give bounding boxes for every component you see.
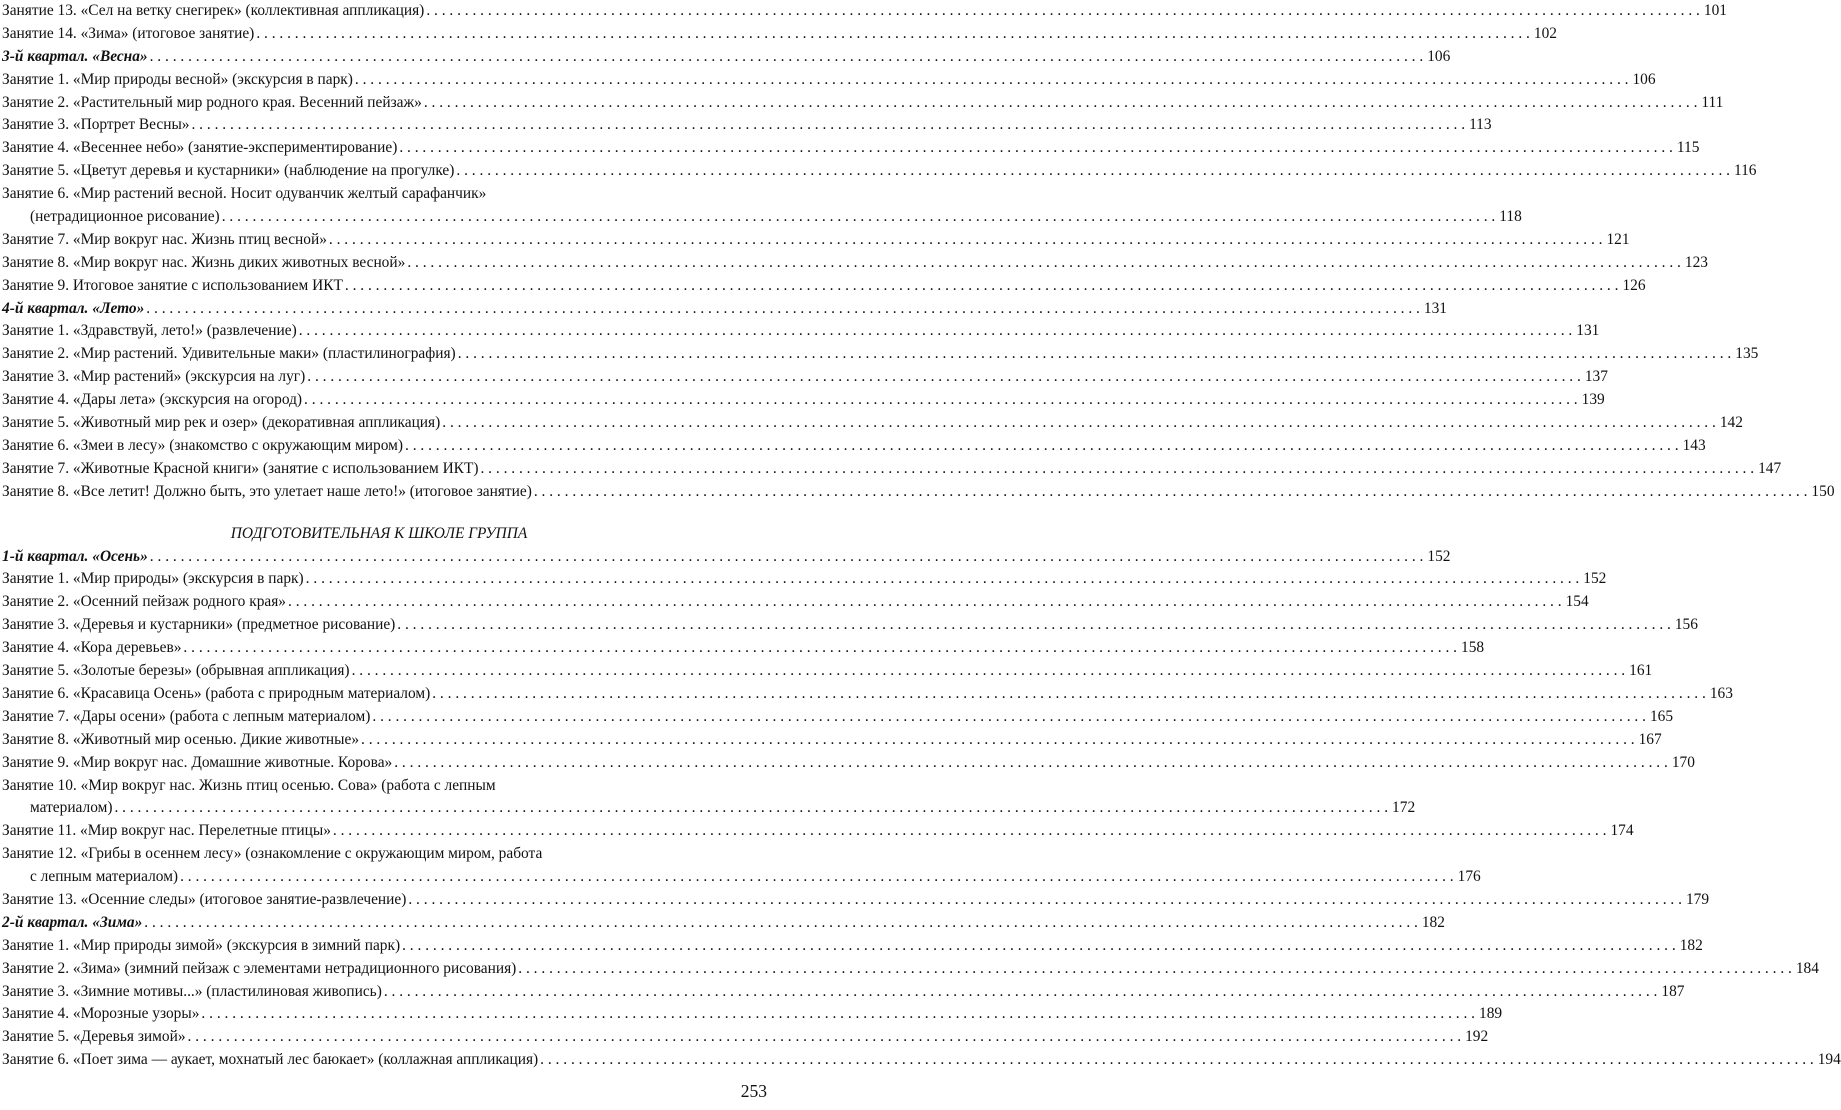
dot-leader [430,683,1708,706]
toc-entry-title: Занятие 12. «Грибы в осеннем лесу» (ознакомление с окружающим миром, работа [2,845,543,863]
toc-entry-page: 152 [1583,570,1607,588]
toc-entry [2,389,1605,412]
toc-entry-page: 139 [1581,391,1605,409]
dot-leader [220,206,1498,229]
toc-entry [2,1026,1489,1049]
toc-entry [2,69,1656,92]
toc-entry [2,706,1674,729]
toc-entry [2,92,1724,115]
toc-entry-page: 142 [1719,414,1743,432]
toc-entry [2,729,1662,752]
dot-leader [254,23,1532,46]
toc-entry-page: 123 [1684,253,1708,271]
toc-entry [2,481,1835,504]
toc-entry-title: Занятие 9. «Мир вокруг нас. Домашние животные. Корова» [2,753,393,771]
table-of-contents [2,0,1841,1072]
dot-leader [327,229,1605,252]
dot-leader [112,797,1390,820]
toc-entry-title: Занятие 5. «Золотые березы» (обрывная аппликация) [2,662,350,680]
toc-entry-page: 182 [1679,936,1703,954]
toc-entry [2,1049,1841,1072]
toc-entry-page: 156 [1674,616,1698,634]
toc-entry [2,775,756,798]
dot-leader [305,366,1583,389]
dot-leader [370,706,1648,729]
dot-leader [189,114,1467,137]
toc-entry-page: 158 [1461,639,1485,657]
toc-entry-title: Занятие 1. «Мир природы весной» (экскурсия в парк) [2,70,353,88]
dot-leader [302,389,1580,412]
toc-entry-title: Занятие 2. «Зима» (зимний пейзаж с элементами нетрадиционного рисования) [2,959,517,977]
toc-entry-title: Занятие 3. «Мир растений» (экскурсия на луг) [2,368,306,386]
toc-entry-title: Занятие 4. «Морозные узоры» [2,1005,200,1023]
dot-leader [395,614,1673,637]
toc-entry [2,206,1522,229]
toc-entry-page: 147 [1758,459,1782,477]
dot-leader [532,481,1810,504]
toc-entry-page: 172 [1392,799,1416,817]
toc-entry [2,0,1727,23]
toc-entry [2,889,1710,912]
page-number: 253 [740,1081,767,1101]
toc-entry-page: 192 [1465,1028,1489,1046]
toc-entry-title: Занятие 4. «Дары лета» (экскурсия на огород) [2,391,303,409]
toc-entry-title: Занятие 1. «Мир природы зимой» (экскурсия в зимний парк) [2,936,401,954]
toc-entry [2,320,1600,343]
toc-entry-title: Занятие 5. «Животный мир рек и озер» (декоративная аппликация) [2,414,441,432]
toc-entry-title: Занятие 3. «Деревья и кустарники» (предметное рисование) [2,616,396,634]
dot-leader [538,1049,1816,1072]
dot-leader [516,958,1794,981]
toc-entry [2,843,756,866]
toc-entry-title: Занятие 14. «Зима» (итоговое занятие) [2,24,255,42]
toc-entry-title: Занятие 13. «Сел на ветку снегирек» (коллективная аппликация) [2,2,425,19]
toc-entry [2,866,1481,889]
toc-entry [2,797,1416,820]
toc-entry-title: Занятие 8. «Мир вокруг нас. Жизнь диких животных весной» [2,253,406,271]
toc-entry-page: 111 [1701,93,1724,111]
toc-entry-title: Занятие 13. «Осенние следы» (итоговое занятие-развлечение) [2,890,407,908]
toc-entry-page: 187 [1661,982,1685,1000]
dot-leader [359,729,1637,752]
toc-entry-page: 161 [1629,662,1653,680]
toc-entry-page: 121 [1606,230,1630,248]
toc-entry [2,412,1743,435]
dot-leader [297,320,1575,343]
toc-entry-page: 106 [1632,70,1656,88]
dot-leader [397,137,1675,160]
toc-entry [2,252,1708,275]
toc-entry [2,820,1634,843]
toc-entry-page: 163 [1709,684,1733,702]
toc-entry-title: 3-й квартал. «Весна» [2,47,148,65]
toc-section-top [2,0,1835,504]
toc-entry-title: Занятие 6. «Мир растений весной. Носит одуванчик желтый сарафанчик» [2,185,487,203]
toc-entry-page: 143 [1682,436,1706,454]
toc-entry-title: Занятие 7. «Животные Красной книги» (занятие с использованием ИКТ) [2,459,479,477]
dot-leader [456,343,1734,366]
toc-entry [2,229,1630,252]
dot-leader [142,912,1420,935]
toc-entry-title: Занятие 1. «Мир природы» (экскурсия в парк) [2,570,304,588]
toc-entry [2,366,1608,389]
toc-entry-page: 179 [1685,890,1710,908]
dot-leader [343,275,1621,298]
dot-leader [148,546,1426,569]
toc-entry-title: 2-й квартал. «Зима» [2,913,143,931]
toc-entry-page: 115 [1676,139,1700,157]
toc-entry-page: 126 [1622,276,1646,294]
toc-entry-title: Занятие 2. «Осенний пейзаж родного края» [2,593,286,611]
toc-entry [2,458,1782,481]
toc-entry [2,752,1695,775]
toc-entry [2,568,1607,591]
dot-leader [304,568,1582,591]
toc-entry [2,591,1589,614]
toc-quarter-heading [2,546,1451,569]
dot-leader [440,412,1718,435]
toc-entry-title: (нетрадиционное рисование) [30,208,220,226]
dot-leader [331,820,1609,843]
toc-entry-title: Занятие 10. «Мир вокруг нас. Жизнь птиц осенью. Сова» (работа с лепным [2,776,496,794]
section-heading: ПОДГОТОВИТЕЛЬНАЯ К ШКОЛЕ ГРУППА [230,524,528,542]
dot-leader [148,46,1426,69]
toc-entry-page: 116 [1733,162,1757,180]
toc-entry-page: 150 [1811,482,1835,500]
toc-entry-page: 167 [1638,730,1662,748]
dot-leader [286,591,1564,614]
toc-entry [2,23,1557,46]
toc-entry [2,435,1706,458]
toc-entry-page: 135 [1735,345,1759,363]
toc-quarter-heading [2,912,1445,935]
dot-leader [199,1003,1477,1026]
toc-entry [2,1003,1503,1026]
toc-entry-page: 189 [1479,1005,1503,1023]
toc-entry-page: 106 [1427,47,1451,65]
toc-entry-title: Занятие 11. «Мир вокруг нас. Перелетные птицы» [2,822,331,840]
toc-entry-page: 154 [1565,593,1589,611]
toc-entry [2,637,1485,660]
toc-entry [2,343,1759,366]
toc-entry [2,958,1819,981]
toc-entry [2,683,1733,706]
dot-leader [144,298,1422,321]
toc-entry [2,183,756,206]
toc-entry [2,114,1492,137]
dot-leader [478,458,1756,481]
toc-quarter-heading [2,46,1451,69]
toc-entry-title: Занятие 2. «Мир растений. Удивительные маки» (пластилинография) [2,345,456,363]
toc-entry-title: Занятие 2. «Растительный мир родного края. Весенний пейзаж» [2,93,422,111]
dot-leader [403,435,1681,458]
toc-entry [2,660,1653,683]
toc-entry-title: Занятие 5. «Цветут деревья и кустарники» (наблюдение на прогулке) [2,162,455,180]
toc-entry-page: 176 [1457,868,1481,886]
toc-entry-page: 170 [1671,753,1695,771]
toc-entry-title: Занятие 5. «Деревья зимой» [2,1028,186,1046]
dot-leader [392,752,1670,775]
toc-entry [2,614,1698,637]
dot-leader [382,981,1660,1004]
dot-leader [400,935,1678,958]
toc-entry-title: Занятие 3. «Зимние мотивы...» (пластилиновая живопись) [2,982,382,1000]
toc-entry-title: Занятие 4. «Кора деревьев» [2,639,182,657]
toc-entry-title: Занятие 7. «Мир вокруг нас. Жизнь птиц весной» [2,230,327,248]
toc-entry [2,275,1646,298]
toc-entry-title: 1-й квартал. «Осень» [2,547,148,565]
toc-entry-title: Занятие 6. «Змеи в лесу» (знакомство с окружающим миром) [2,436,403,454]
toc-entry [2,935,1703,958]
toc-entry-title: Занятие 8. «Все летит! Должно быть, это улетает наше лето!» (итоговое занятие) [2,482,532,500]
toc-entry-page: 137 [1584,368,1608,386]
toc-entry-page: 131 [1423,299,1447,317]
toc-entry-title: Занятие 1. «Здравствуй, лето!» (развлечение) [2,322,297,340]
toc-entry-title: Занятие 6. «Поет зима — аукает, мохнатый лес баюкает» (коллажная аппликация) [2,1051,539,1069]
toc-entry-page: 102 [1533,24,1557,42]
toc-entry-title: Занятие 7. «Дары осени» (работа с лепным материалом) [2,707,371,725]
toc-entry-page: 174 [1610,822,1634,840]
toc-entry-page: 113 [1469,116,1492,134]
toc-entry-title: с лепным материалом) [30,868,179,886]
dot-leader [350,660,1628,683]
toc-section-bottom [2,546,1841,1072]
toc-entry-title: Занятие 8. «Животный мир осенью. Дикие животные» [2,730,360,748]
toc-entry-page: 194 [1817,1051,1841,1069]
dot-leader [178,866,1456,889]
toc-entry-title: Занятие 6. «Красавица Осень» (работа с природным материалом) [2,684,431,702]
toc-entry-page: 184 [1795,959,1819,977]
toc-entry-title: Занятие 3. «Портрет Весны» [2,116,190,134]
toc-entry-page: 101 [1703,2,1727,19]
toc-entry-page: 182 [1421,913,1445,931]
toc-entry-title: Занятие 4. «Весеннее небо» (занятие-экспериментирование) [2,139,398,157]
toc-entry-title: Занятие 9. Итоговое занятие с использованием ИКТ [2,276,343,294]
dot-leader [405,252,1683,275]
toc-entry-page: 152 [1427,547,1451,565]
toc-entry-page: 131 [1576,322,1600,340]
dot-leader [422,92,1700,115]
toc-entry [2,137,1700,160]
toc-entry-title: материалом) [30,799,113,817]
toc-entry-page: 165 [1649,707,1674,725]
dot-leader [186,1026,1464,1049]
toc-entry [2,981,1685,1004]
toc-entry-page: 118 [1499,208,1522,226]
toc-quarter-heading [2,298,1447,321]
dot-leader [353,69,1631,92]
dot-leader [181,637,1459,660]
toc-entry [2,160,1757,183]
dot-leader [406,889,1684,912]
toc-entry-title: 4-й квартал. «Лето» [2,299,145,317]
dot-leader [454,160,1732,183]
dot-leader [424,0,1702,23]
